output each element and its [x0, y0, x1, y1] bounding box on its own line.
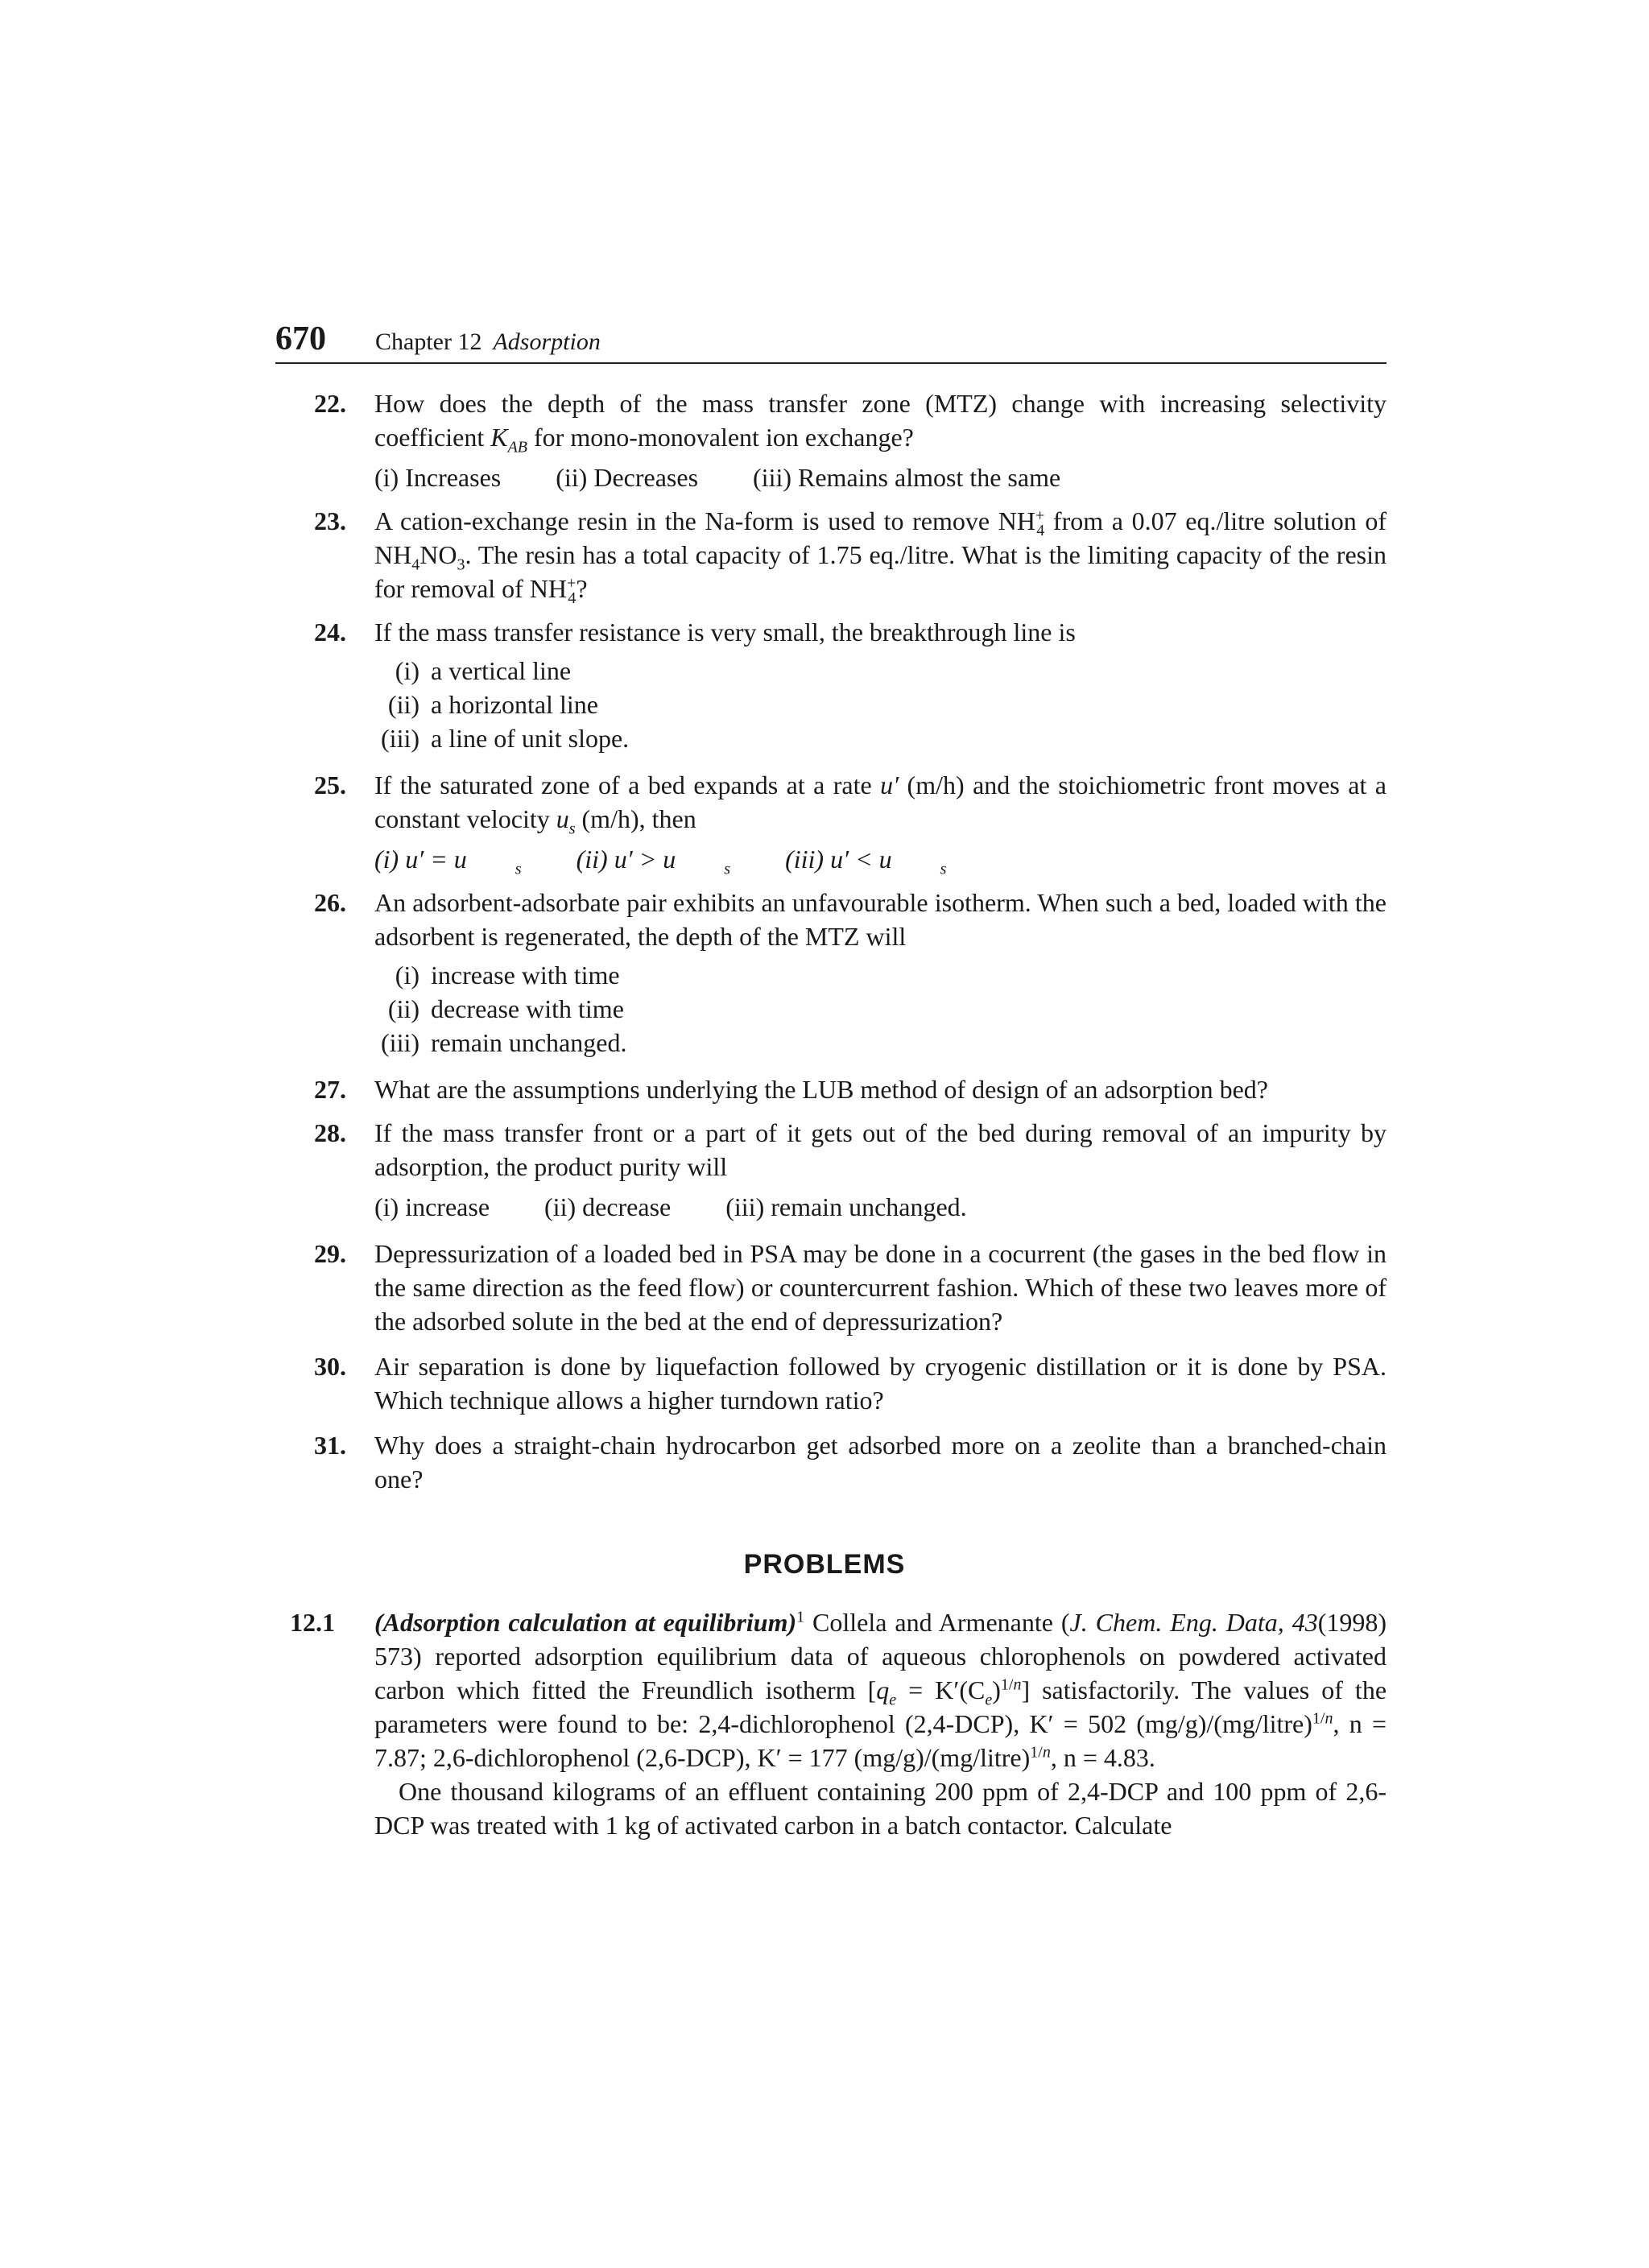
option — [374, 958, 1387, 992]
option — [374, 654, 1387, 688]
problem-text-part: , n = 4.83. — [1050, 1743, 1155, 1772]
footnote-marker: 1 — [796, 1608, 805, 1626]
math-symbol: K — [490, 423, 508, 452]
option: (ii) decrease — [544, 1192, 672, 1221]
question-text: Depressurization of a loaded bed in PSA may be done in a cocurrent (the gases in the bed flow in the same direction as the feed flow) or countercurrent fashion. Which of these two leaves more of the adsorbed solute in the bed at the end of depressurization? — [374, 1239, 1387, 1336]
question-text: A cation-exchange resin in the Na-form is used to remove $NH^+_4$ from a 0.07 eq./litre solution of $NH_4NO_3$. The resin has a total capacity of 1.75 eq./litre. What is the limiting capacity of the resin for removal of $NH^+_4$? — [374, 506, 1387, 608]
option-marker: (i) — [395, 656, 419, 685]
question-text — [374, 615, 1387, 755]
question-text: What are the assumptions underlying the LUB method of design of an adsorption bed? — [374, 1075, 1268, 1104]
journal-name: J. Chem. Eng. Data, — [1069, 1608, 1284, 1637]
question-text-part: . The resin has a total capacity of 1.75 eq./litre. What is the limiting capacity of the resin for removal of NH — [374, 540, 1387, 603]
question-text: Why does a straight-chain hydrocarbon get adsorbed more on a zeolite than a branched-chain one? — [374, 1431, 1387, 1493]
question-stem: If the mass transfer front or a part of it gets out of the bed during removal of an impurity by adsorption, the product purity will — [374, 1118, 1387, 1181]
question-text: If the saturated zone of a bed expands at a rate u′ (m/h) and the stoichiometric front moves at a constant velocity $u_s$ (m/h), then (i) u′ = u $_s$ (ii) u′ > u $_s$ (iii) u′ < u $_s$ — [374, 770, 1387, 878]
option-text: a horizontal line — [431, 690, 598, 719]
question-text-part: If the saturated zone of a bed expands at a rate — [374, 770, 881, 799]
option: (ii) u′ > u $_s$ — [576, 845, 731, 878]
question-text-part: ? — [576, 574, 588, 603]
problem-text-part: , n = 7.87; 2,6-dichlorophenol (2,6-DCP), K′ = 177 (mg/g)/(mg/litre) — [374, 1709, 1387, 1772]
question-text — [374, 886, 1387, 1060]
question-number: 28. — [314, 1118, 346, 1147]
question-number: 26. — [314, 888, 346, 917]
option — [374, 721, 1387, 755]
option: (i) u′ = u $_s$ — [374, 845, 522, 878]
option: (iii) u′ < u $_s$ — [785, 845, 947, 878]
option: (i) Increases — [374, 463, 502, 492]
section-heading: PROBLEMS — [743, 1549, 906, 1580]
question-text-part: (m/h), then — [575, 804, 696, 833]
option-marker: (ii) — [387, 994, 419, 1023]
question-text — [374, 1116, 1387, 1224]
problem-text-part: = K′(C — [896, 1675, 986, 1704]
problem-title: (Adsorption calculation at equilibrium) — [374, 1608, 797, 1637]
question-text-part: A cation-exchange resin in the Na-form is used to remove NH — [374, 506, 1035, 535]
question-number: 31. — [314, 1431, 346, 1460]
chapter-heading — [375, 328, 601, 356]
chapter-title: Adsorption — [493, 328, 601, 355]
answer-options — [374, 654, 1387, 755]
option — [374, 992, 1387, 1026]
question-text — [374, 386, 1387, 494]
option — [374, 1026, 1387, 1060]
header-rule — [275, 362, 1387, 364]
math-subscript: AB — [507, 438, 527, 456]
option — [374, 688, 1387, 721]
option: (iii) remain unchanged. — [725, 1192, 967, 1221]
problem-text-part: (1998) 573) reported adsorption equilibrium data of aqueous chlorophenols on powdered activated carbon which fitted the Freundlich isotherm [ — [374, 1608, 1387, 1704]
chapter-label: Chapter 12 — [375, 328, 482, 355]
problem-text-part: ] satisfactorily. The values of the parameters were found to be: 2,4-dichlorophenol (2,4-DCP), K′ = 502 (mg/g)/(mg/litre) — [374, 1675, 1387, 1738]
journal-volume: 43 — [1292, 1608, 1318, 1637]
option-text: a line of unit slope. — [431, 724, 630, 753]
question-number: 30. — [314, 1352, 346, 1381]
option-marker: (iii) — [381, 1028, 419, 1057]
running-header — [275, 319, 1387, 359]
answer-options — [374, 1190, 1387, 1224]
question-number: 27. — [314, 1075, 346, 1104]
option-text: remain unchanged. — [431, 1028, 627, 1057]
question-text-part: (m/h) and the stoichiometric front moves at a constant velocity — [374, 770, 1387, 833]
option: (iii) Remains almost the same — [753, 463, 1061, 492]
question-number: 24. — [314, 618, 346, 647]
option-text: a vertical line — [431, 656, 572, 685]
question-text: Air separation is done by liquefaction followed by cryogenic distillation or it is done by PSA. Which technique allows a higher turndown ratio? — [374, 1352, 1387, 1415]
question-text-part: from a 0.07 eq./litre solution of NH — [374, 506, 1387, 569]
problem-text-part: ) — [992, 1675, 1001, 1704]
question-number: 29. — [314, 1239, 346, 1268]
problem-text-part: Collela and Armenante ( — [804, 1608, 1070, 1637]
option-marker: (iii) — [381, 724, 419, 753]
problem-paragraph: One thousand kilograms of an effluent containing 200 ppm of 2,4-DCP and 100 ppm of 2,6-DCP was treated with 1 kg of activated carbon in a batch contactor. Calculate — [374, 1777, 1387, 1840]
question-stem: If the mass transfer resistance is very small, the breakthrough line is — [374, 618, 1076, 647]
question-text-part: for mono-monovalent ion exchange? — [527, 423, 914, 452]
option-marker: (i) — [395, 960, 419, 989]
page-number: 670 — [275, 320, 326, 357]
problem-number: 12.1 — [290, 1608, 335, 1637]
option-marker: (ii) — [387, 690, 419, 719]
option: (ii) Decreases — [556, 463, 699, 492]
question-number: 22. — [314, 389, 346, 418]
option-text: increase with time — [431, 960, 620, 989]
question-stem: An adsorbent-adsorbate pair exhibits an unfavourable isotherm. When such a bed, loaded with the adsorbent is regenerated, the depth of the MTZ will — [374, 888, 1387, 951]
problem-text: (Adsorption calculation at equilibrium)$^1$ Collela and Armenante (J. Chem. Eng. Data, 43(1998) 573) reported adsorption equilibrium data of aqueous chlorophenols on powdered activated carbon which fitted the Freundlich isotherm $[q_e = K'(C_e)^{1/n}]$ satisfactorily. The values of the parameters were found to be: 2,4-dichlorophenol (2,4-DCP), K′ = 502 (mg/g)/(mg/litre)$^{1/n}$, n = 7.87; 2,6-dichlorophenol (2,6-DCP), K′ = 177 (mg/g)/(mg/litre)$^{1/n}$, n = 4.83. One thousand kilograms of an effluent containing 200 ppm of 2,4-DCP and 100 ppm of 2,6-DCP was treated with 1 kg of activated carbon in a batch contactor. Calculate — [374, 1605, 1387, 1842]
question-text-part: How does the depth of the mass transfer zone (MTZ) change with increasing selectivity coefficient — [374, 389, 1387, 452]
answer-options — [374, 842, 1387, 876]
option-text: decrease with time — [431, 994, 624, 1023]
question-text-part: NO — [419, 540, 457, 569]
question-number: 25. — [314, 770, 346, 799]
question-number: 23. — [314, 506, 346, 535]
option: (i) increase — [374, 1192, 490, 1221]
answer-options — [374, 461, 1387, 494]
answer-options — [374, 958, 1387, 1060]
